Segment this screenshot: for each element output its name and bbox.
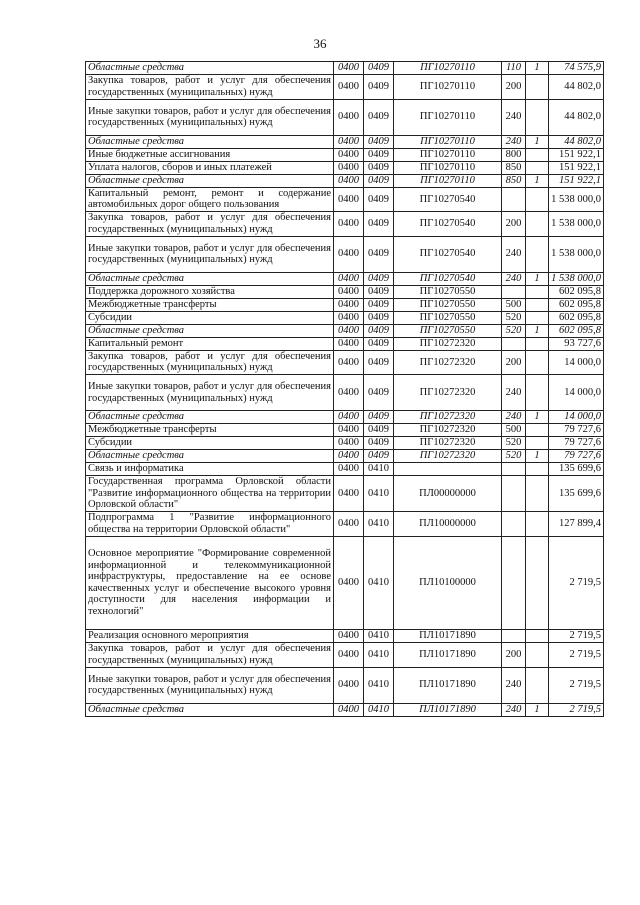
cell-section: 0400 <box>334 135 364 148</box>
cell-amount: 1 538 000,0 <box>549 187 604 212</box>
cell-target-article: ПЛ10100000 <box>394 536 502 630</box>
table-row <box>86 424 604 437</box>
cell-section: 0400 <box>334 667 364 703</box>
cell-target-article <box>394 463 502 476</box>
cell-funding-source <box>526 476 549 512</box>
cell-subsection: 0410 <box>364 512 394 537</box>
cell-amount: 44 802,0 <box>549 75 604 100</box>
cell-name: Иные закупки товаров, работ и услуг для обеспечения государственных (муниципальных) нужд <box>86 236 334 272</box>
cell-target-article: ПЛ10000000 <box>394 512 502 537</box>
cell-expense-type <box>502 476 526 512</box>
cell-subsection: 0409 <box>364 212 394 237</box>
cell-section: 0400 <box>334 148 364 161</box>
table-row <box>86 187 604 212</box>
cell-funding-source: 1 <box>526 62 549 75</box>
cell-amount: 14 000,0 <box>549 350 604 375</box>
cell-section: 0400 <box>334 187 364 212</box>
cell-funding-source: 1 <box>526 411 549 424</box>
cell-expense-type: 200 <box>502 643 526 668</box>
cell-funding-source <box>526 437 549 450</box>
budget-table <box>85 61 604 717</box>
cell-section: 0400 <box>334 450 364 463</box>
cell-expense-type: 240 <box>502 411 526 424</box>
cell-target-article: ПГ10270550 <box>394 324 502 337</box>
cell-target-article: ПЛ10171890 <box>394 630 502 643</box>
cell-target-article: ПГ10270540 <box>394 236 502 272</box>
cell-subsection: 0409 <box>364 174 394 187</box>
cell-funding-source <box>526 667 549 703</box>
cell-subsection: 0409 <box>364 298 394 311</box>
table-row <box>86 476 604 512</box>
cell-section: 0400 <box>334 298 364 311</box>
cell-name: Иные бюджетные ассигнования <box>86 148 334 161</box>
table-row <box>86 285 604 298</box>
cell-target-article: ПГ10270550 <box>394 311 502 324</box>
cell-funding-source <box>526 536 549 630</box>
cell-funding-source <box>526 643 549 668</box>
cell-amount: 602 095,8 <box>549 298 604 311</box>
cell-expense-type: 240 <box>502 236 526 272</box>
cell-section: 0400 <box>334 630 364 643</box>
cell-target-article: ПГ10270540 <box>394 272 502 285</box>
table-row <box>86 350 604 375</box>
table-row <box>86 437 604 450</box>
cell-amount: 2 719,5 <box>549 536 604 630</box>
cell-amount: 14 000,0 <box>549 375 604 411</box>
cell-target-article: ПГ10272320 <box>394 424 502 437</box>
cell-name: Областные средства <box>86 450 334 463</box>
cell-amount: 2 719,5 <box>549 643 604 668</box>
cell-amount: 602 095,8 <box>549 311 604 324</box>
table-row <box>86 99 604 135</box>
cell-section: 0400 <box>334 350 364 375</box>
cell-name: Областные средства <box>86 703 334 716</box>
cell-amount: 1 538 000,0 <box>549 236 604 272</box>
cell-name: Областные средства <box>86 411 334 424</box>
cell-amount: 74 575,9 <box>549 62 604 75</box>
cell-section: 0400 <box>334 411 364 424</box>
cell-expense-type: 200 <box>502 75 526 100</box>
cell-expense-type: 240 <box>502 99 526 135</box>
cell-amount: 1 538 000,0 <box>549 212 604 237</box>
cell-amount: 602 095,8 <box>549 324 604 337</box>
cell-name: Основное мероприятие "Формирование современной информационной и телекоммуникационной инфраструктуры, предоставление на ее основе качественных услуг и обеспечение высокого уровня доступности для населения информации и технологий" <box>86 536 334 630</box>
cell-funding-source <box>526 212 549 237</box>
cell-funding-source <box>526 512 549 537</box>
cell-name: Областные средства <box>86 174 334 187</box>
cell-amount: 44 802,0 <box>549 99 604 135</box>
cell-funding-source: 1 <box>526 272 549 285</box>
cell-target-article: ПГ10272320 <box>394 350 502 375</box>
cell-funding-source: 1 <box>526 450 549 463</box>
cell-amount: 135 699,6 <box>549 463 604 476</box>
table-row <box>86 161 604 174</box>
cell-expense-type: 240 <box>502 135 526 148</box>
cell-expense-type: 240 <box>502 375 526 411</box>
cell-expense-type <box>502 187 526 212</box>
cell-amount: 127 899,4 <box>549 512 604 537</box>
cell-name: Иные закупки товаров, работ и услуг для обеспечения государственных (муниципальных) нужд <box>86 667 334 703</box>
cell-name: Связь и информатика <box>86 463 334 476</box>
cell-target-article: ПГ10270110 <box>394 99 502 135</box>
cell-amount: 79 727,6 <box>549 450 604 463</box>
cell-funding-source <box>526 424 549 437</box>
cell-target-article: ПЛ10171890 <box>394 703 502 716</box>
cell-section: 0400 <box>334 643 364 668</box>
cell-subsection: 0409 <box>364 424 394 437</box>
cell-section: 0400 <box>334 437 364 450</box>
cell-target-article: ПГ10272320 <box>394 450 502 463</box>
cell-subsection: 0409 <box>364 272 394 285</box>
cell-name: Областные средства <box>86 324 334 337</box>
cell-expense-type: 850 <box>502 174 526 187</box>
table-row <box>86 630 604 643</box>
cell-subsection: 0409 <box>364 187 394 212</box>
cell-expense-type <box>502 536 526 630</box>
cell-target-article: ПГ10270110 <box>394 148 502 161</box>
cell-subsection: 0409 <box>364 285 394 298</box>
cell-amount: 79 727,6 <box>549 424 604 437</box>
cell-section: 0400 <box>334 62 364 75</box>
cell-subsection: 0409 <box>364 375 394 411</box>
cell-subsection: 0409 <box>364 236 394 272</box>
cell-amount: 2 719,5 <box>549 667 604 703</box>
table-row <box>86 62 604 75</box>
cell-target-article: ПГ10270110 <box>394 135 502 148</box>
cell-name: Межбюджетные трансферты <box>86 298 334 311</box>
cell-target-article: ПГ10272320 <box>394 411 502 424</box>
cell-name: Уплата налогов, сборов и иных платежей <box>86 161 334 174</box>
cell-funding-source <box>526 161 549 174</box>
table-row <box>86 667 604 703</box>
cell-amount: 602 095,8 <box>549 285 604 298</box>
cell-section: 0400 <box>334 375 364 411</box>
table-row <box>86 324 604 337</box>
cell-target-article: ПГ10270540 <box>394 187 502 212</box>
cell-target-article: ПГ10270110 <box>394 62 502 75</box>
cell-subsection: 0409 <box>364 437 394 450</box>
table-row <box>86 463 604 476</box>
cell-funding-source <box>526 285 549 298</box>
cell-expense-type <box>502 512 526 537</box>
cell-funding-source <box>526 337 549 350</box>
cell-funding-source <box>526 187 549 212</box>
cell-subsection: 0409 <box>364 75 394 100</box>
cell-target-article: ПГ10270550 <box>394 298 502 311</box>
cell-subsection: 0410 <box>364 463 394 476</box>
cell-subsection: 0409 <box>364 62 394 75</box>
cell-subsection: 0410 <box>364 630 394 643</box>
cell-name: Закупка товаров, работ и услуг для обеспечения государственных (муниципальных) нужд <box>86 75 334 100</box>
cell-subsection: 0409 <box>364 135 394 148</box>
cell-name: Закупка товаров, работ и услуг для обеспечения государственных (муниципальных) нужд <box>86 643 334 668</box>
cell-name: Иные закупки товаров, работ и услуг для обеспечения государственных (муниципальных) нужд <box>86 375 334 411</box>
table-row <box>86 135 604 148</box>
cell-amount: 1 538 000,0 <box>549 272 604 285</box>
cell-subsection: 0409 <box>364 450 394 463</box>
table-row <box>86 236 604 272</box>
cell-expense-type: 200 <box>502 212 526 237</box>
cell-section: 0400 <box>334 212 364 237</box>
cell-section: 0400 <box>334 285 364 298</box>
cell-section: 0400 <box>334 324 364 337</box>
cell-name: Областные средства <box>86 135 334 148</box>
table-row <box>86 298 604 311</box>
cell-funding-source: 1 <box>526 703 549 716</box>
cell-subsection: 0409 <box>364 324 394 337</box>
table-row <box>86 450 604 463</box>
cell-subsection: 0409 <box>364 411 394 424</box>
cell-section: 0400 <box>334 161 364 174</box>
cell-subsection: 0409 <box>364 161 394 174</box>
cell-target-article: ПГ10272320 <box>394 375 502 411</box>
cell-amount: 151 922,1 <box>549 161 604 174</box>
cell-section: 0400 <box>334 236 364 272</box>
cell-target-article: ПГ10272320 <box>394 437 502 450</box>
cell-funding-source <box>526 75 549 100</box>
cell-amount: 14 000,0 <box>549 411 604 424</box>
cell-expense-type: 240 <box>502 667 526 703</box>
cell-name: Иные закупки товаров, работ и услуг для обеспечения государственных (муниципальных) нужд <box>86 99 334 135</box>
cell-name: Государственная программа Орловской области "Развитие информационного общества на территории Орловской области" <box>86 476 334 512</box>
cell-subsection: 0409 <box>364 350 394 375</box>
cell-amount: 151 922,1 <box>549 148 604 161</box>
cell-amount: 2 719,5 <box>549 703 604 716</box>
table-row <box>86 75 604 100</box>
cell-target-article: ПГ10270110 <box>394 174 502 187</box>
cell-amount: 2 719,5 <box>549 630 604 643</box>
cell-expense-type: 520 <box>502 450 526 463</box>
cell-expense-type: 520 <box>502 437 526 450</box>
cell-name: Закупка товаров, работ и услуг для обеспечения государственных (муниципальных) нужд <box>86 350 334 375</box>
cell-name: Субсидии <box>86 437 334 450</box>
cell-subsection: 0409 <box>364 99 394 135</box>
cell-section: 0400 <box>334 703 364 716</box>
cell-expense-type: 110 <box>502 62 526 75</box>
cell-subsection: 0410 <box>364 703 394 716</box>
cell-name: Подпрограмма 1 "Развитие информационного общества на территории Орловской области" <box>86 512 334 537</box>
cell-expense-type: 240 <box>502 703 526 716</box>
table-row <box>86 337 604 350</box>
cell-expense-type: 500 <box>502 424 526 437</box>
cell-amount: 151 922,1 <box>549 174 604 187</box>
table-row <box>86 512 604 537</box>
cell-funding-source: 1 <box>526 324 549 337</box>
cell-funding-source <box>526 630 549 643</box>
cell-target-article: ПГ10270540 <box>394 212 502 237</box>
cell-name: Поддержка дорожного хозяйства <box>86 285 334 298</box>
table-row <box>86 174 604 187</box>
cell-expense-type: 500 <box>502 298 526 311</box>
cell-section: 0400 <box>334 272 364 285</box>
cell-subsection: 0409 <box>364 311 394 324</box>
cell-expense-type <box>502 630 526 643</box>
cell-section: 0400 <box>334 311 364 324</box>
cell-amount: 44 802,0 <box>549 135 604 148</box>
table-row <box>86 411 604 424</box>
cell-section: 0400 <box>334 99 364 135</box>
cell-funding-source <box>526 298 549 311</box>
table-row <box>86 212 604 237</box>
table-row <box>86 536 604 630</box>
cell-name: Закупка товаров, работ и услуг для обеспечения государственных (муниципальных) нужд <box>86 212 334 237</box>
cell-target-article: ПГ10270110 <box>394 161 502 174</box>
cell-funding-source: 1 <box>526 174 549 187</box>
cell-target-article: ПЛ00000000 <box>394 476 502 512</box>
cell-section: 0400 <box>334 476 364 512</box>
cell-funding-source <box>526 463 549 476</box>
cell-expense-type: 800 <box>502 148 526 161</box>
cell-expense-type: 200 <box>502 350 526 375</box>
cell-section: 0400 <box>334 512 364 537</box>
cell-name: Реализация основного мероприятия <box>86 630 334 643</box>
cell-expense-type <box>502 285 526 298</box>
cell-name: Областные средства <box>86 62 334 75</box>
cell-section: 0400 <box>334 536 364 630</box>
cell-expense-type: 520 <box>502 324 526 337</box>
cell-expense-type: 850 <box>502 161 526 174</box>
cell-section: 0400 <box>334 337 364 350</box>
cell-funding-source <box>526 350 549 375</box>
cell-subsection: 0409 <box>364 337 394 350</box>
cell-amount: 93 727,6 <box>549 337 604 350</box>
cell-funding-source <box>526 236 549 272</box>
cell-target-article: ПГ10270550 <box>394 285 502 298</box>
table-row <box>86 643 604 668</box>
cell-section: 0400 <box>334 463 364 476</box>
cell-subsection: 0410 <box>364 476 394 512</box>
cell-name: Субсидии <box>86 311 334 324</box>
cell-funding-source <box>526 148 549 161</box>
page-number: 36 <box>313 36 327 51</box>
cell-target-article: ПЛ10171890 <box>394 643 502 668</box>
cell-expense-type <box>502 337 526 350</box>
cell-funding-source: 1 <box>526 135 549 148</box>
cell-section: 0400 <box>334 174 364 187</box>
cell-funding-source <box>526 311 549 324</box>
cell-subsection: 0410 <box>364 667 394 703</box>
table-row <box>86 703 604 716</box>
cell-subsection: 0410 <box>364 536 394 630</box>
cell-name: Капитальный ремонт, ремонт и содержание автомобильных дорог общего пользования <box>86 187 334 212</box>
cell-name: Областные средства <box>86 272 334 285</box>
cell-section: 0400 <box>334 75 364 100</box>
table-row <box>86 375 604 411</box>
cell-section: 0400 <box>334 424 364 437</box>
cell-amount: 135 699,6 <box>549 476 604 512</box>
cell-target-article: ПЛ10171890 <box>394 667 502 703</box>
cell-expense-type <box>502 463 526 476</box>
table-row <box>86 272 604 285</box>
cell-amount: 79 727,6 <box>549 437 604 450</box>
cell-target-article: ПГ10272320 <box>394 337 502 350</box>
cell-funding-source <box>526 375 549 411</box>
table-row <box>86 148 604 161</box>
table-row <box>86 311 604 324</box>
cell-name: Капитальный ремонт <box>86 337 334 350</box>
cell-name: Межбюджетные трансферты <box>86 424 334 437</box>
cell-subsection: 0409 <box>364 148 394 161</box>
cell-expense-type: 240 <box>502 272 526 285</box>
cell-funding-source <box>526 99 549 135</box>
cell-subsection: 0410 <box>364 643 394 668</box>
cell-target-article: ПГ10270110 <box>394 75 502 100</box>
cell-expense-type: 520 <box>502 311 526 324</box>
